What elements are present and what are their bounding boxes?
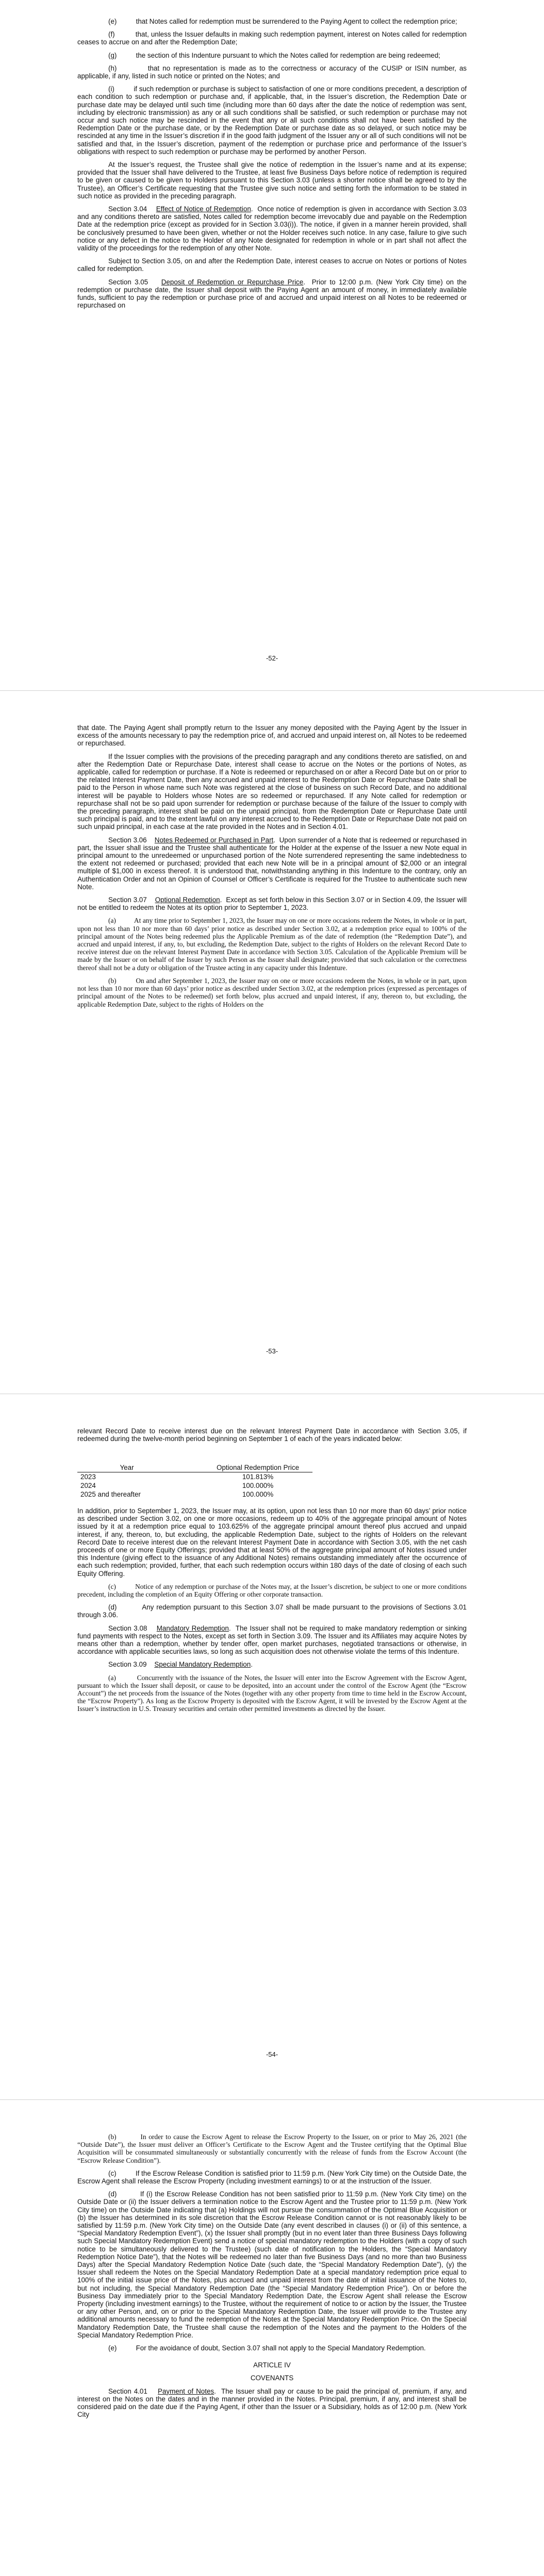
para-55-c: (c) If the Escrow Release Condition is satisfied prior to 11:59 p.m. (New York City time) on the Outside Date, the Escrow Agent shall release the Escrow Property (including investment earnings) to or at the instruction of the Issuer. — [77, 2169, 467, 2185]
para-54-intro: relevant Record Date to receive interest due on the relevant Interest Payment Date in accordance with Section 3.05, if redeemed during the twelve-month period beginning on September 1 of each of the years indicated below: — [77, 1427, 467, 1443]
page-divider — [0, 2099, 544, 2100]
section-heading: Optional Redemption — [155, 896, 220, 904]
table-header-price: Optional Redemption Price — [203, 1463, 312, 1472]
section-3-06: Section 3.06 Notes Redeemed or Purchased in Part. Upon surrender of a Note that is redeemed or repurchased in part, the Issuer shall issue and the Trustee shall authenticate for the Holder at the expense of the Issuer a new Note equal in principal amount to the unredeemed or unpurchased portion of the Note surrendered representing the same indebtedness to the extent not redeemed or purchased; provided that each new Note will be in a principal amount of $2,000 or an integral multiple of $1,000 in excess thereof. It is understood that, notwithstanding anything in this Indenture to the contrary, only an Authentication Order and not an Opinion of Counsel or Officer’s Certificate is required for the Trustee to authenticate such new Note. — [77, 836, 467, 891]
page-54-body-2 — [77, 1507, 467, 1718]
para-52-h: (h) that no representation is made as to the correctness or accuracy of the CUSIP or ISIN number, as applicable, if any, listed in such notice or printed on the Notes; and — [77, 64, 467, 80]
section-heading: Deposit of Redemption or Repurchase Price — [161, 278, 304, 286]
page-52-body — [77, 18, 467, 315]
para-55-e: (e) For the avoidance of doubt, Section 3.07 shall not apply to the Special Mandatory Redemption. — [108, 2344, 426, 2352]
para-54-a: (a) Concurrently with the issuance of the Notes, the Issuer will enter into the Escrow Agreement with the Escrow Agent, pursuant to which the Issuer shall deposit, or cause to be deposited, into an account under the control of the Escrow Agent (the “Escrow Account”) the net proceeds from the issuance of the Notes (together with any other property from time to time held in the Escrow Account, the “Escrow Property”). As long as the Escrow Property is deposited with the Escrow Agent, it will be invested by the Escrow Agent at the Issuer’s instruction in U.S. Treasury securities and certain other permitted investments as directed by the Issuer. — [77, 1673, 467, 1713]
page-number: -52- — [266, 654, 278, 662]
section-3-07: Section 3.07 Optional Redemption. Except as set forth below in this Section 3.07 or in Section 4.09, the Issuer will not be entitled to redeem the Notes at its option prior to September 1, 2023. — [77, 896, 467, 912]
para-52-e: (e) that Notes called for redemption must be surrendered to the Paying Agent to collect the redemption price; — [108, 18, 457, 25]
section-heading: Effect of Notice of Redemption — [156, 205, 251, 213]
para-55-b: (b) In order to cause the Escrow Agent to release the Escrow Property to the Issuer, on or prior to May 26, 2021 (the “Outside Date”), the Issuer must deliver an Officer’s Certificate to the Escrow Agent and the Trustee certifying that the Optimal Blue Acquisition will be consummated simultaneously or substantially concurrently with the release of funds from the Escrow Account (the “Escrow Release Condition”). — [77, 2133, 467, 2164]
table-row: 2023 101.813% — [80, 1473, 274, 1481]
para-54-equity-clawback: In addition, prior to September 1, 2023, the Issuer may, at its option, upon not less than 10 nor more than 60 days’ prior notice as described under Section 3.02, on one or more occasions, redeem up to 40% of the aggregate principal amount of Notes issued by it at a redemption price equal to 103.625% of the aggregate principal amount thereof plus accrued and unpaid interest, if any, thereon, to, but excluding, the applicable Redemption Date, subject to the rights of Holders on the relevant Record Date to receive interest due on the relevant Interest Payment Date in accordance with Section 3.05, with the net cash proceeds of one or more Equity Offerings; provided that at least 50% of the aggregate principal amount of Notes issued under this Indenture (giving effect to the issuance of any Additional Notes) remains outstanding immediately after the occurrence of each such redemption; provided, further, that each such redemption occurs within 180 days of the date of closing of each such Equity Offering. — [77, 1507, 467, 1578]
section-heading: Mandatory Redemption — [156, 1624, 229, 1632]
para-52-i: (i) if such redemption or purchase is subject to satisfaction of one or more conditions precedent, a description of each condition to such redemption or purchase and, if applicable, that, in the Issuer’s discretion, the Redemption Date or purchase date may be delayed until such time (including more than 60 days after the date the notice of redemption was sent, including by electronic transmission) as any or all such conditions shall be satisfied, or such redemption or purchase may not occur and such notice may be rescinded in the event that any or all such conditions shall not have been satisfied by the Redemption Date or the purchase date, or by the Redemption Date or purchase date as so delayed, or such notice may be rescinded at any time in the Issuer’s discretion if in the good faith judgment of the Issuer any or all of such conditions will not be satisfied and that, in the Issuer’s discretion, payment of the redemption or purchase price and performance of the Issuer’s obligations with respect to such redemption or purchase may be performed by another Person. — [77, 85, 467, 156]
section-heading: Notes Redeemed or Purchased in Part — [154, 836, 274, 844]
para-53-cont: that date. The Paying Agent shall promptly return to the Issuer any money deposited with the Paying Agent by the Issuer in excess of the amounts necessary to pay the redemption price of, and accrued and unpaid interest on, all Notes to be redeemed or repurchased. — [77, 724, 467, 748]
section-3-09: Section 3.09 Special Mandatory Redemption. — [108, 1660, 253, 1669]
para-53-b: (b) On and after September 1, 2023, the Issuer may on one or more occasions redeem the Notes, in whole or in part, upon not less than 10 nor more than 60 days’ prior notice as described under Section 3.02, at the redemption prices (expressed as percentages of principal amount of the Notes to be redeemed) set forth below, plus accrued and unpaid interest, if any, thereon to, but excluding, the applicable Redemption Date, subject to the rights of Holders on the — [77, 976, 467, 1008]
page-53-body — [77, 724, 467, 1013]
section-3-08: Section 3.08 Mandatory Redemption. The Issuer shall not be required to make mandatory redemption or sinking fund payments with respect to the Notes, except as set forth in Section 3.09. The Issuer and its Affiliates may acquire Notes by means other than a redemption, whether by tender offer, open market purchases, negotiated transactions or otherwise, in accordance with applicable securities laws, so long as such acquisition does not otherwise violate the terms of this Indenture. — [77, 1624, 467, 1656]
page-divider — [0, 690, 544, 691]
section-heading: Payment of Notes — [158, 2387, 215, 2395]
para-52-interest-ceases: Subject to Section 3.05, on and after the Redemption Date, interest ceases to accrue on Notes or portions of Notes called for redemption. — [77, 257, 467, 273]
section-heading: Special Mandatory Redemption — [154, 1660, 251, 1669]
page-55-body — [77, 2133, 467, 2424]
para-54-c: (c) Notice of any redemption or purchase of the Notes may, at the Issuer’s discretion, be subject to one or more conditions precedent, including the completion of an Equity Offering or other corporate transaction. — [77, 1582, 467, 1599]
para-53-interest-cease: If the Issuer complies with the provisions of the preceding paragraph and any conditions thereto are satisfied, on and after the Redemption Date or Repurchase Date, interest shall cease to accrue on the Notes or the portions of Notes, as applicable, called for redemption or purchase. If a Note is redeemed or repurchased on or after a Record Date but on or prior to the related Interest Payment Date, then any accrued and unpaid interest to the Redemption Date or Repurchase Date shall be paid to the Person in whose name such Note was registered at the close of business on such Record Date, and no additional interest will be payable to Holders whose Notes are so redeemed or repurchased. If any Note called for redemption or repurchase shall not be so paid upon surrender for redemption or purchase because of the failure of the Issuer to comply with the preceding paragraph, interest shall be paid on the unpaid principal, from the Redemption Date or Repurchase Date until such principal is paid, and to the extent lawful on any interest accrued to the Redemption Date or Repurchase Date not paid on such unpaid principal, in each case at the rate provided in the Notes and in Section 4.01. — [77, 752, 467, 831]
para-54-d: (d) Any redemption pursuant to this Section 3.07 shall be made pursuant to the provisions of Sections 3.01 through 3.06. — [77, 1603, 467, 1619]
table-header-row — [77, 1463, 312, 1472]
section-4-01: Section 4.01 Payment of Notes. The Issuer shall pay or cause to be paid the principal of, premium, if any, and interest on the Notes on the dates and in the manner provided in the Notes. Principal, premium, if any, and interest shall be considered paid on the date due if the Paying Agent, if other than the Issuer or a Subsidiary, holds as of 12:00 p.m. (New York City — [77, 2387, 467, 2419]
page-number: -53- — [266, 1347, 278, 1355]
para-52-trustee-notice: At the Issuer’s request, the Trustee shall give the notice of redemption in the Issuer’s name and at its expense; provided that the Issuer shall have delivered to the Trustee, at least five Business Days before notice of redemption is required to be given or caused to be given to Holders pursuant to this Section 3.03 (unless a shorter notice shall be agreed to by the Trustee), an Officer’s Certificate requesting that the Trustee give such notice and setting forth the information to be stated in such notice as provided in the preceding paragraph. — [77, 161, 467, 200]
para-53-a: (a) At any time prior to September 1, 2023, the Issuer may on one or more occasions redeem the Notes, in whole or in part, upon not less than 10 nor more than 60 days’ prior notice as described under Section 3.02, at a redemption price equal to 100% of the principal amount of the Notes being redeemed plus the Applicable Premium as of the date of redemption (the “Redemption Date”), and accrued and unpaid interest, if any, to, but excluding, the Redemption Date, subject to the rights of Holders on the relevant Record Date to receive interest due on the relevant Interest Payment Date in accordance with Section 3.05. Calculation of the Applicable Premium will be made by the Issuer or on behalf of the Issuer by such Person as the Issuer shall designate; provided that such calculation or the correctness thereof shall not be a duty or obligation of the Trustee acting in any capacity under this Indenture. — [77, 917, 467, 972]
para-55-d: (d) If (i) the Escrow Release Condition has not been satisfied prior to 11:59 p.m. (New York City time) on the Outside Date or (ii) the Issuer delivers a termination notice to the Escrow Agent and the Trustee prior to 11:59 p.m. (New York City time) on the Outside Date indicating that (a) Holdings will not pursue the consummation of the Optimal Blue Acquisition or (b) the Issuer has determined in its sole discretion that the Escrow Release Condition cannot or is not reasonably likely to be satisfied by 11:59 p.m. (New York City time) on the Outside Date (any event described in clauses (i) or (ii) of this sentence, a “Special Mandatory Redemption Event”), (x) the Issuer shall promptly (but in no event later than three Business Days following such Special Mandatory Redemption Event) send a notice of special mandatory redemption to the Holders (with a copy of such notice to be simultaneously delivered to the Trustee) (such date of notification to the Holders, the “Special Mandatory Redemption Notice Date”), that the Notes will be redeemed no later than five Business Days (and no more than two Business Days) after the Special Mandatory Redemption Notice Date (such date, the “Special Mandatory Redemption Date”), (y) the Issuer shall redeem the Notes on the Special Mandatory Redemption Date at a special mandatory redemption price equal to 100% of the initial issue price of the Notes, plus accrued and unpaid interest from the date of initial issuance of the Notes to, but not including, the Special Mandatory Redemption Date (the “Special Mandatory Redemption Price”). On or before the Business Day immediately prior to the Special Mandatory Redemption Date, the Escrow Agent shall release the Escrow Property (including investment earnings) to the Trustee, without the requirement of notice to or action by the Issuer, the Trustee or any other Person, and, on or prior to the Special Mandatory Redemption Date, the Issuer will provide to the Trustee any additional amounts necessary to fund the redemption of the Notes at the Special Mandatory Redemption Price. On the Special Mandatory Redemption Date, the Trustee shall cause the redemption of the Notes and the payment to the Holders of the Special Mandatory Redemption Price. — [77, 2190, 467, 2339]
table-row: 2024 100.000% — [80, 1482, 274, 1489]
article-number: ARTICLE IV — [253, 2361, 291, 2369]
section-3-05: Section 3.05 Deposit of Redemption or Repurchase Price. Prior to 12:00 p.m. (New York City time) on the redemption or purchase date, the Issuer shall deposit with the Paying Agent an amount of money, in immediately available funds, sufficient to pay the redemption or purchase price of and accrued and unpaid interest on all Notes to be redeemed or repurchased on — [77, 278, 467, 310]
page-54-body — [77, 1427, 467, 1448]
redemption-price-table — [77, 1463, 312, 1499]
section-3-04: Section 3.04 Effect of Notice of Redemption. Once notice of redemption is given in accordance with Section 3.03 and any conditions thereto are satisfied, Notes called for redemption become irrevocably due and payable on the Redemption Date at the redemption price (except as provided for in Section 3.03(i)). The notice, if given in a manner herein provided, shall be conclusively presumed to have been given, whether or not the Holder receives such notice. In any case, failure to give such notice or any defect in the notice to the Holder of any Note designated for redemption in whole or in part shall not affect the validity of the proceedings for the redemption of any other Note. — [77, 205, 467, 252]
para-52-g: (g) the section of this Indenture pursuant to which the Notes called for redemption are being redeemed; — [108, 51, 440, 59]
para-52-f: (f) that, unless the Issuer defaults in making such redemption payment, interest on Notes called for redemption ceases to accrue on and after the Redemption Date; — [77, 30, 467, 46]
article-title: COVENANTS — [250, 2374, 294, 2382]
table-row: 2025 and thereafter 100.000% — [80, 1490, 274, 1498]
page-number: -54- — [266, 2050, 278, 2058]
table-header-year: Year — [77, 1463, 176, 1472]
